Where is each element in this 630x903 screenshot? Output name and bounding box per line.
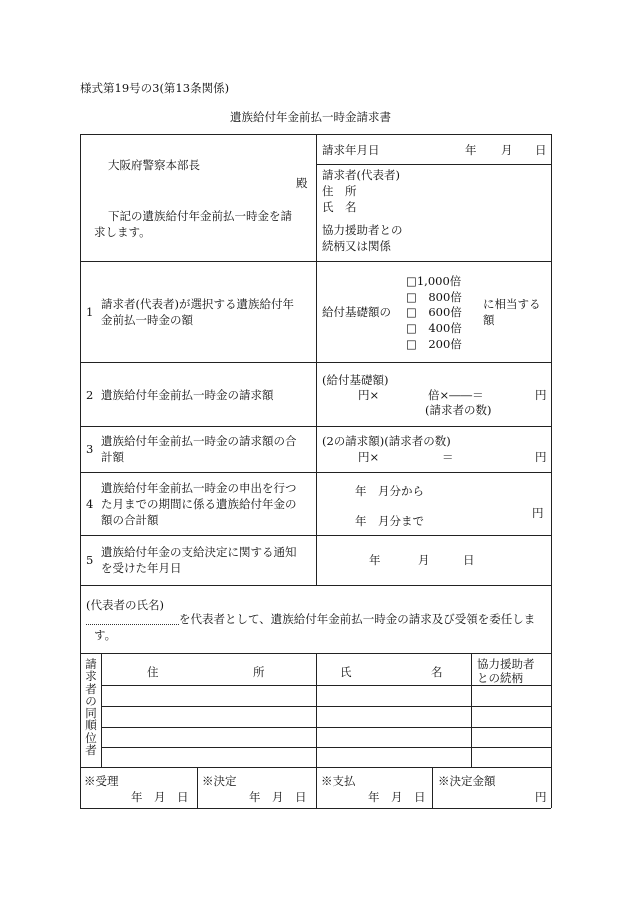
row3-equals: ＝ — [442, 450, 454, 464]
request-date-label: 請求年月日 — [322, 143, 380, 157]
form-number: 様式第19号の3(第13条関係) — [80, 81, 230, 95]
col-name-2: 名 — [431, 665, 443, 679]
request-date-day: 日 — [535, 143, 547, 157]
row1-label-1: 請求者(代表者)が選択する遺族給付年 — [101, 297, 294, 311]
row1-option-400[interactable]: □ 400倍 — [406, 321, 462, 335]
row5-number: 5 — [86, 553, 94, 567]
row4-label-3: 額の合計額 — [101, 513, 159, 527]
row5-day: 日 — [463, 553, 475, 567]
row3-label-1: 遺族給付年金前払一時金の請求額の合 — [101, 434, 297, 448]
row3-number: 3 — [86, 442, 94, 456]
row1-option-600[interactable]: □ 600倍 — [406, 305, 462, 319]
request-date-year: 年 — [465, 143, 477, 157]
honorific: 殿 — [296, 176, 308, 190]
row4-to: 年 月分まで — [355, 514, 424, 528]
row4-label-1: 遺族給付年金前払一時金の申出を行つ — [101, 481, 297, 495]
row1-suffix-1: に相当する — [483, 297, 541, 311]
row2-yen-times: 円× — [358, 388, 380, 402]
row2-label: 遺族給付年金前払一時金の請求額 — [101, 388, 274, 402]
row2-claimants: (請求者の数) — [425, 403, 492, 417]
address-label: 住 所 — [322, 184, 357, 198]
row1-base-label: 給付基礎額の — [322, 305, 391, 319]
row1-label-2: 金前払一時金の額 — [101, 313, 193, 327]
row1-number: 1 — [86, 305, 94, 319]
row1-option-200[interactable]: □ 200倍 — [406, 337, 462, 351]
row1-option-1000[interactable]: □1,000倍 — [406, 274, 462, 288]
representative-label: 請求者(代表者) — [322, 168, 400, 182]
col-name-1: 氏 — [340, 665, 352, 679]
office-amount: ※決定金額 — [438, 774, 496, 788]
representative-name-label: (代表者の氏名) — [86, 598, 164, 612]
request-text-2: 求します。 — [94, 225, 151, 239]
row5-month: 月 — [418, 553, 430, 567]
office-amount-yen: 円 — [535, 790, 547, 804]
row2-yen: 円 — [535, 388, 547, 402]
row4-from: 年 月分から — [355, 484, 424, 498]
row2-number: 2 — [86, 388, 94, 402]
row3-yen: 円 — [535, 450, 547, 464]
request-date-month: 月 — [501, 143, 513, 157]
col-relation-2: との続柄 — [477, 671, 523, 685]
row5-year: 年 — [369, 553, 381, 567]
office-received: ※受理 — [84, 774, 119, 788]
form-title: 遺族給付年金前払一時金請求書 — [230, 110, 391, 124]
col-relation-1: 協力援助者 — [477, 657, 535, 671]
office-decided: ※決定 — [202, 774, 237, 788]
row4-label-2: た月までの期間に係る遺族給付年金の — [101, 497, 297, 511]
request-text-1: 下記の遺族給付年金前払一時金を請 — [108, 209, 292, 223]
row4-yen: 円 — [532, 506, 544, 520]
office-paid-date: 年 月 日 — [368, 790, 426, 804]
delegation-text-1: を代表者として、遺族給付年金前払一時金の請求及び受領を委任しま — [179, 612, 536, 626]
row4-number: 4 — [86, 497, 94, 511]
row2-bai-times: 倍×――＝ — [428, 388, 484, 402]
row5-label-2: を受けた年月日 — [101, 561, 182, 575]
row1-suffix-2: 額 — [483, 313, 495, 327]
name-label: 氏 名 — [322, 200, 357, 214]
row1-option-800[interactable]: □ 800倍 — [406, 290, 462, 304]
row3-label-2: 計額 — [101, 450, 124, 464]
col-address-2: 所 — [253, 665, 265, 679]
representative-name-line[interactable] — [86, 624, 179, 625]
row3-yen-times: 円× — [358, 450, 380, 464]
col-address-1: 住 — [147, 665, 159, 679]
row3-formula: (2の請求額)(請求者の数) — [322, 434, 451, 448]
office-paid: ※支払 — [321, 774, 356, 788]
addressee-name: 大阪府警察本部長 — [108, 158, 200, 172]
relation-label-2: 続柄又は関係 — [322, 239, 391, 253]
row2-base: (給付基礎額) — [322, 373, 389, 387]
row5-label-1: 遺族給付年金の支給決定に関する通知 — [101, 545, 297, 559]
delegation-text-2: す。 — [94, 628, 117, 642]
co-applicant-vertical-label: 請 求 者 の 同 順 位 者 — [85, 657, 97, 758]
office-decided-date: 年 月 日 — [249, 790, 307, 804]
office-received-date: 年 月 日 — [131, 790, 189, 804]
relation-label-1: 協力援助者との — [322, 223, 403, 237]
